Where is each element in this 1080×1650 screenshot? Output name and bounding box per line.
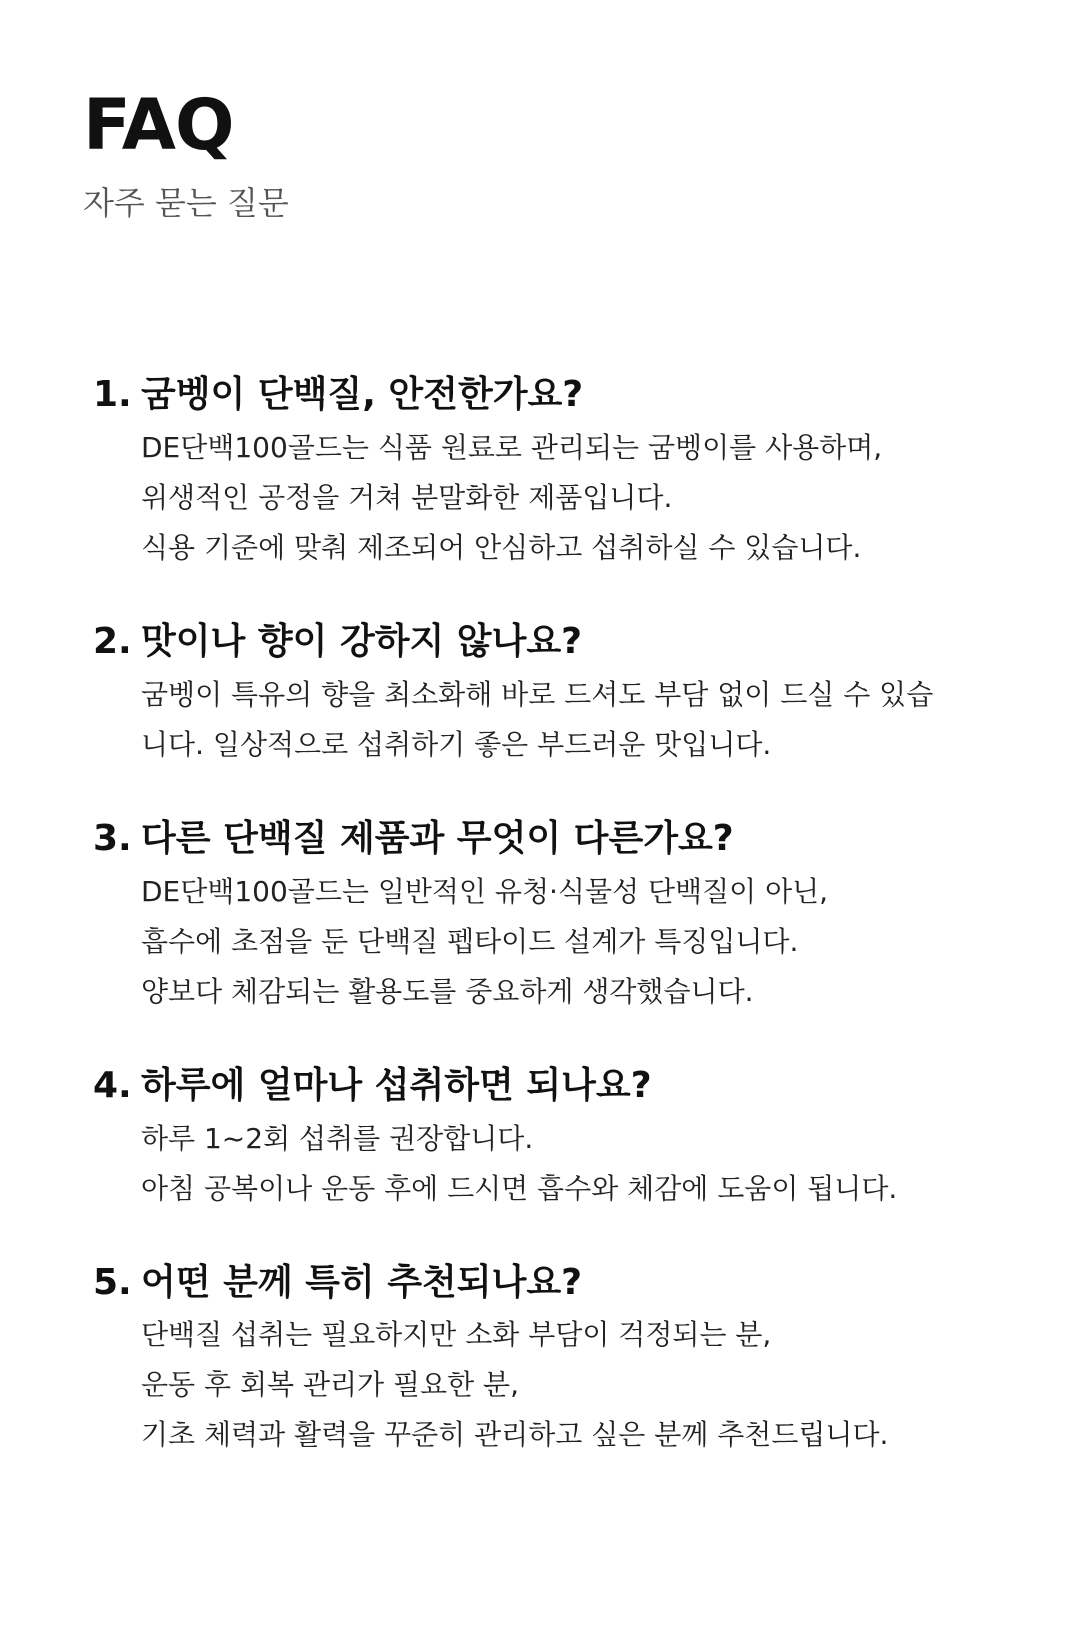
faq-answer <box>141 867 1020 1017</box>
faq-question-text: 다른 단백질 제품과 무엇이 다른가요? <box>141 817 734 859</box>
page-title: FAQ <box>83 84 234 166</box>
faq-question-number: 1. <box>93 374 132 416</box>
page-subtitle: 자주 묻는 질문 <box>83 184 289 222</box>
faq-item-4 <box>93 1063 1020 1214</box>
faq-question-text: 맛이나 향이 강하지 않나요? <box>141 621 583 663</box>
faq-question <box>93 1063 1020 1110</box>
faq-answer-line: 아침 공복이나 운동 후에 드시면 흡수와 체감에 도움이 됩니다. <box>141 1171 898 1205</box>
faq-answer-line: 식용 기준에 맞춰 제조되어 안심하고 섭취하실 수 있습니다. <box>141 531 862 565</box>
faq-question-text: 하루에 얼마나 섭취하면 되나요? <box>141 1064 652 1106</box>
faq-list <box>0 372 1080 1460</box>
faq-question <box>93 1260 1020 1307</box>
faq-answer <box>141 1310 1020 1460</box>
faq-answer <box>141 423 1020 573</box>
faq-item-2 <box>93 619 1020 770</box>
faq-question-number: 4. <box>93 1064 132 1106</box>
faq-item-3 <box>93 816 1020 1017</box>
faq-question <box>93 372 1020 419</box>
faq-header <box>0 84 1080 222</box>
faq-answer-line: 기초 체력과 활력을 꾸준히 관리하고 싶은 분께 추천드립니다. <box>141 1418 889 1452</box>
faq-question-text: 어떤 분께 특히 추천되나요? <box>141 1261 583 1303</box>
faq-answer-line: DE단백100골드는 식품 원료로 관리되는 굼벵이를 사용하며, <box>141 431 883 465</box>
faq-question-text: 굼벵이 단백질, 안전한가요? <box>141 374 584 416</box>
faq-answer-line: 위생적인 공정을 거쳐 분말화한 제품입니다. <box>141 481 673 515</box>
faq-answer-line: 굼벵이 특유의 향을 최소화해 바로 드셔도 부담 없이 드실 수 있습 <box>141 677 934 711</box>
faq-answer <box>141 1114 1020 1214</box>
faq-answer-line: 양보다 체감되는 활용도를 중요하게 생각했습니다. <box>141 974 754 1008</box>
faq-answer-line: 하루 1~2회 섭취를 권장합니다. <box>141 1121 534 1155</box>
faq-answer <box>141 670 1020 770</box>
faq-question <box>93 816 1020 863</box>
faq-question-number: 5. <box>93 1261 132 1303</box>
faq-item-1 <box>93 372 1020 573</box>
faq-answer-line: 니다. 일상적으로 섭취하기 좋은 부드러운 맛입니다. <box>141 727 772 761</box>
faq-question-number: 2. <box>93 621 132 663</box>
faq-item-5 <box>93 1260 1020 1461</box>
faq-answer-line: 흡수에 초점을 둔 단백질 펩타이드 설계가 특징입니다. <box>141 924 799 958</box>
faq-question <box>93 619 1020 666</box>
faq-answer-line: 단백질 섭취는 필요하지만 소화 부담이 걱정되는 분, <box>141 1318 772 1352</box>
faq-question-number: 3. <box>93 817 132 859</box>
faq-answer-line: DE단백100골드는 일반적인 유청·식물성 단백질이 아닌, <box>141 874 829 908</box>
faq-answer-line: 운동 후 회복 관리가 필요한 분, <box>141 1368 519 1402</box>
